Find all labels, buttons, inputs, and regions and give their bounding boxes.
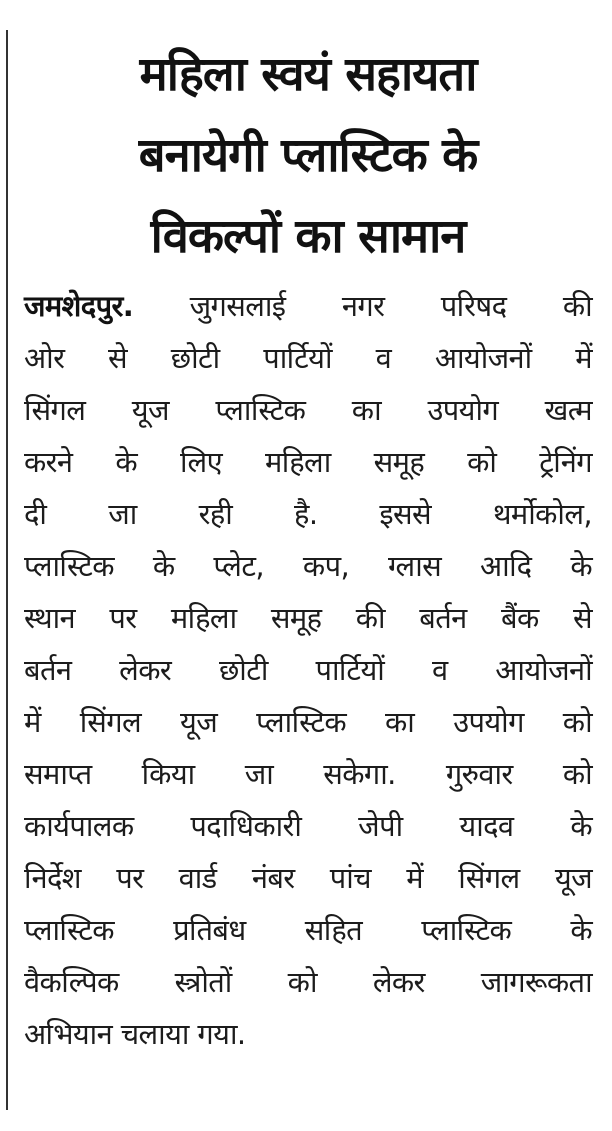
body-line-9: में सिंगल यूज प्लास्टिक का उपयोग को <box>24 705 592 739</box>
headline-line-3: विकल्पों का सामान <box>150 209 466 264</box>
dateline: जमशेदपुर. <box>24 289 134 323</box>
body-line-15: अभियान चलाया गया. <box>24 1017 246 1051</box>
body-line-1-text: जुगसलाई नगर परिषद की <box>133 289 592 323</box>
body-line-13: प्लास्टिक प्रतिबंध सहित प्लास्टिक के <box>24 913 592 947</box>
body-line-7: स्थान पर महिला समूह की बर्तन बैंक से <box>24 601 592 635</box>
article-body <box>24 280 592 1060</box>
body-line-2: ओर से छोटी पार्टियों व आयोजनों में <box>24 341 592 375</box>
body-line-14: वैकल्पिक स्त्रोतों को लेकर जागरूकता <box>24 965 592 999</box>
body-line-3: सिंगल यूज प्लास्टिक का उपयोग खत्म <box>24 393 592 427</box>
news-article <box>24 34 592 1060</box>
headline-line-2: बनायेगी प्लास्टिक के <box>138 128 478 183</box>
headline-line-1: महिला स्वयं सहायता <box>139 47 477 102</box>
body-line-5: दी जा रही है. इससे थर्मोकोल, <box>24 497 592 531</box>
body-line-10: समाप्त किया जा सकेगा. गुरुवार को <box>24 757 592 791</box>
headline <box>24 34 592 277</box>
body-line-12: निर्देश पर वार्ड नंबर पांच में सिंगल यूज <box>24 861 592 895</box>
body-line-4: करने के लिए महिला समूह को ट्रेनिंग <box>24 445 592 479</box>
body-line-8: बर्तन लेकर छोटी पार्टियों व आयोजनों <box>24 653 592 687</box>
column-rule <box>6 30 8 1110</box>
body-line-11: कार्यपालक पदाधिकारी जेपी यादव के <box>24 809 592 843</box>
body-line-6: प्लास्टिक के प्लेट, कप, ग्लास आदि के <box>24 549 592 583</box>
body-line-1 <box>24 280 592 332</box>
